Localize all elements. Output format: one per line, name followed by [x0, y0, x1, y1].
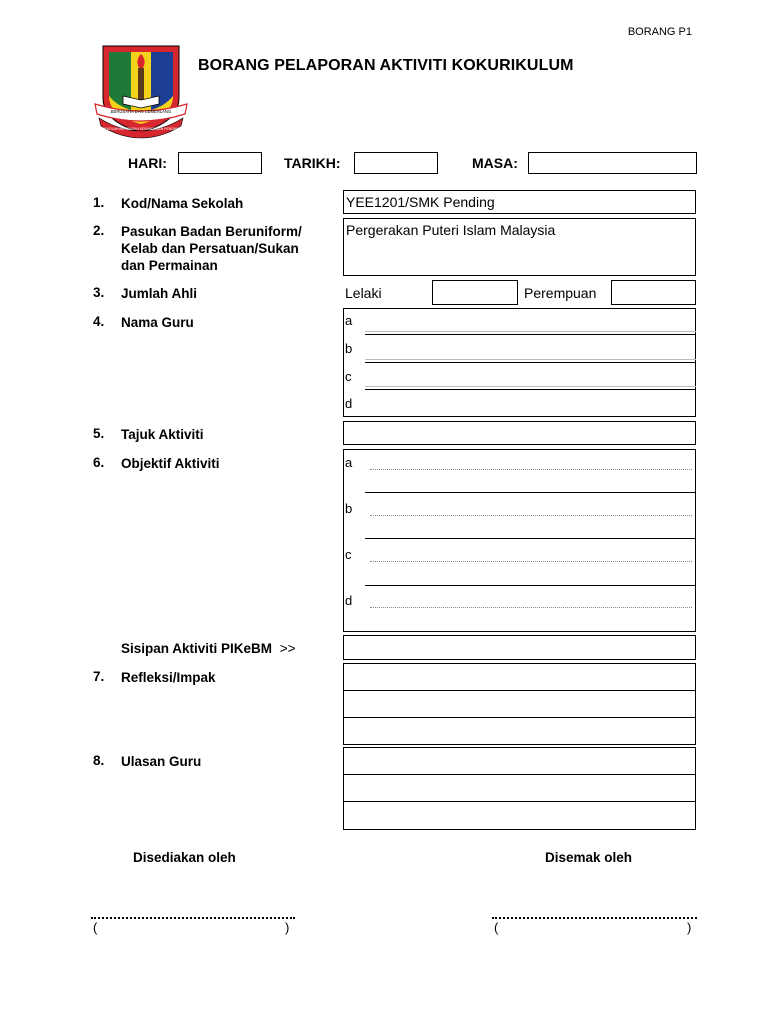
item-7-number: 7. — [93, 669, 105, 684]
reflection-row-divider — [343, 717, 696, 718]
item-5-label: Tajuk Aktiviti — [121, 427, 204, 442]
crest-motto-bottom: SEKOLAH MENENGAH KEBANGSAAN PENDING — [102, 127, 180, 131]
teacher-c-line — [365, 386, 696, 387]
teacher-b-line — [365, 359, 696, 360]
objective-divider — [365, 538, 696, 539]
prepared-open-paren: ( — [93, 920, 98, 935]
school-code-field[interactable] — [343, 190, 696, 214]
lelaki-label: Lelaki — [345, 285, 382, 301]
pikebm-label-text: Sisipan Aktiviti PIKeBM — [121, 641, 273, 656]
objective-d-dotted-line — [370, 607, 692, 608]
tarikh-field[interactable] — [354, 152, 438, 174]
teacher-a-line — [365, 331, 696, 332]
objective-a-dotted-line — [370, 469, 692, 470]
objective-letter-c: c — [345, 547, 352, 562]
teacher-comment-box[interactable] — [343, 747, 696, 830]
prepared-by-label: Disediakan oleh — [133, 850, 236, 865]
objective-b-dotted-line — [370, 515, 692, 516]
comment-row-divider — [343, 774, 696, 775]
objective-letter-b: b — [345, 501, 353, 516]
activity-title-field[interactable] — [343, 421, 696, 445]
item-5-number: 5. — [93, 426, 105, 441]
teacher-letter-a: a — [345, 313, 353, 328]
teacher-letter-c: c — [345, 369, 352, 384]
pikebm-label — [121, 640, 296, 657]
checked-by-label: Disemak oleh — [545, 850, 633, 865]
hari-field[interactable] — [178, 152, 262, 174]
reflection-row-divider — [343, 690, 696, 691]
item-8-label: Ulasan Guru — [121, 754, 202, 769]
checked-open-paren: ( — [494, 920, 499, 935]
hari-label: HARI: — [128, 155, 167, 171]
item-2-label-line-3: dan Permainan — [121, 258, 218, 273]
item-1-label: Kod/Nama Sekolah — [121, 196, 244, 211]
teacher-letter-d: d — [345, 396, 353, 411]
prepared-close-paren: ) — [285, 920, 290, 935]
objective-divider — [365, 585, 696, 586]
objective-c-dotted-line — [370, 561, 692, 562]
checked-close-paren: ) — [687, 920, 692, 935]
item-2-label-line-2: Kelab dan Persatuan/Sukan — [121, 241, 299, 256]
form-code: BORANG P1 — [627, 26, 692, 38]
item-3-label: Jumlah Ahli — [121, 286, 198, 301]
school-code-value: YEE1201/SMK Pending — [346, 194, 495, 210]
crest-motto-top: BERUSAHA DAN CEMERLANG — [110, 109, 172, 114]
unit-name-field[interactable] — [343, 218, 696, 276]
form-title: BORANG PELAPORAN AKTIVITI KOKURIKULUM — [198, 57, 574, 74]
item-1-number: 1. — [93, 195, 105, 210]
checked-signature-line — [492, 917, 697, 919]
lelaki-count-field[interactable] — [432, 280, 518, 305]
objective-divider — [365, 492, 696, 493]
masa-label: MASA: — [472, 155, 518, 171]
comment-row-divider — [343, 801, 696, 802]
item-4-number: 4. — [93, 314, 105, 329]
pikebm-field[interactable] — [343, 635, 696, 660]
masa-field[interactable] — [528, 152, 697, 174]
reflection-box[interactable] — [343, 663, 696, 745]
prepared-signature-line — [91, 917, 295, 919]
item-4-label: Nama Guru — [121, 315, 194, 330]
item-6-label: Objektif Aktiviti — [121, 456, 220, 471]
item-3-number: 3. — [93, 285, 105, 300]
crest-icon — [93, 40, 189, 146]
tarikh-label: TARIKH: — [284, 155, 341, 171]
item-8-number: 8. — [93, 753, 105, 768]
perempuan-label: Perempuan — [524, 285, 597, 301]
teacher-row-divider — [365, 389, 696, 390]
item-2-label-line-1: Pasukan Badan Beruniform/ — [121, 224, 302, 239]
item-6-number: 6. — [93, 455, 105, 470]
teacher-row-divider — [365, 334, 696, 335]
teacher-letter-b: b — [345, 341, 353, 356]
school-crest-logo — [93, 40, 189, 146]
objective-letter-a: a — [345, 455, 353, 470]
unit-name-value: Pergerakan Puteri Islam Malaysia — [346, 222, 556, 238]
objectives-box[interactable] — [343, 449, 696, 632]
teacher-row-divider — [365, 362, 696, 363]
item-2-number: 2. — [93, 223, 105, 238]
perempuan-count-field[interactable] — [611, 280, 696, 305]
item-7-label: Refleksi/Impak — [121, 670, 216, 685]
pikebm-arrow: >> — [279, 641, 296, 656]
objective-letter-d: d — [345, 593, 353, 608]
